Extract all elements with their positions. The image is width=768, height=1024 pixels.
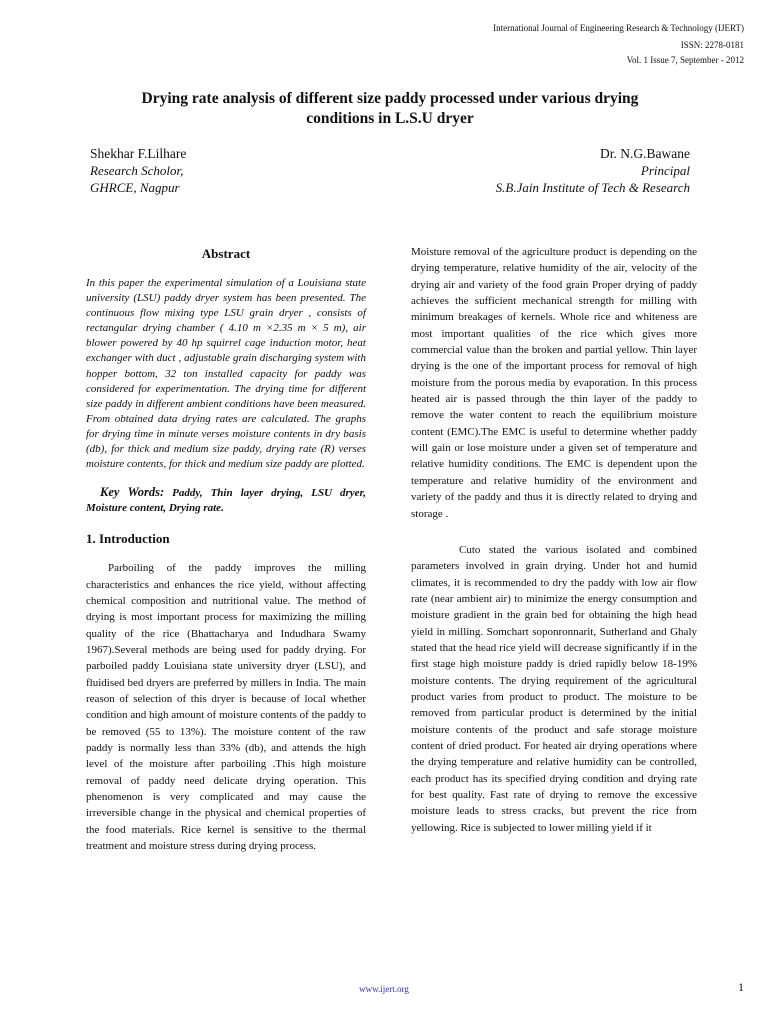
introduction-paragraph-3: Cuto stated the various isolated and combined parameters involved in grain drying. Under hot and humid climates, it is recommended to dry the paddy with low air flow rate (near ambient air) to minimize the energy consumption and moisture gradient in the grain bed for obtaining the high head yield in milling. Somchart soponronnarit, Sutherland and Ghaly stated that the head rice yield will decrease significantly if in the first stage high moisture paddy is dried rapidly below 18-19% moisture contents. The drying requirement of the agricultural product varies from product to product. The moisture to be removed from particular product is determined by the initial moisture contents of the product and safe storage moisture content of dried product. For heated air drying operations where the drying temperature and relative humidity can be controlled, each product has its specified drying condition and drying rate for best quality. Fast rate of drying to remove the excessive moisture leads to stress cracks, but prevent the rice from yellowing. Rice is subjected to lower milling yield if it bbox=[411, 543, 697, 834]
author-affiliation: GHRCE, Nagpur bbox=[90, 180, 180, 195]
abstract-text: In this paper the experimental simulation of a Louisiana state university (LSU) paddy dryer system has been presented. The continuous flow mixing type LSU grain dryer , consists of rectangular drying chamber ( 4.10 m ×2.35 m × 5 m), air blower powered by 40 hp squirrel cage induction motor, heat exchanger with duct , adjustable grain discharging system with hopper bottom, 32 ton installed capacity for paddy was considered for experimentation. The drying time for different size paddy in different ambient conditions have been measured. From obtained data drying rates are calculated. The graphs for drying time in minute verses moisture contents in dry basis (db), for thick and medium size paddy, drying rate (R) verses moisture contents, for thick and medium size paddy are plotted. bbox=[86, 277, 366, 471]
left-column bbox=[86, 244, 366, 854]
paper-title bbox=[60, 89, 720, 129]
page-number: 1 bbox=[738, 980, 744, 994]
author-name: Shekhar F.Lilhare bbox=[90, 146, 187, 161]
author-role: Research Scholor, bbox=[90, 163, 184, 178]
introduction-paragraph-2: Moisture removal of the agriculture product is depending on the drying temperature, relative humidity of the air, velocity of the drying air and variety of the food grain Proper drying of paddy achieves the sufficient mechanical strength for milling with minimum breakages of kernels. Whole rice and whiteness are most important qualities of the rice which gives more commercial value than the broken and partial yellow. Thin layer drying is the one of the important process for removal of high moisture from the porous media by evaporation. In this process heated air is passed through the thin layer of the paddy to remove the water content to reach the equilibrium moisture content (EMC).The EMC is useful to determine whether paddy will gain or lose moisture under a given set of temperature and relative humidity conditions. The EMC is dependent upon the temperature and relative humidity of the environment and variety of the paddy and thus it is directly related to drying and storage . bbox=[411, 246, 697, 520]
paper-title-line-1: Drying rate analysis of different size paddy processed under various drying bbox=[141, 90, 639, 107]
journal-name: International Journal of Engineering Research & Technology (IJERT) bbox=[493, 23, 744, 33]
introduction-paragraph-1: Parboiling of the paddy improves the milling characteristics and enhances the rice yield, without affecting chemical composition and nutritional value. The method of drying is most important process for maximizing the milling quality of the rice (Bhattacharya and Indudhara Swamy 1967).Several methods are being used for paddy drying. For parboiled paddy Louisiana state university dryer (LSU), and fluidised bed dryers are preferred by millers in India. The main reason of selection of this dryer is because of local whether condition and high amount of moisture contents of the paddy to be removed (55 to 13%). The moisture content of the raw paddy is normally less than 33% (db), and attends the high level of the moisture after parboiling .This high moisture removal of paddy need delicate drying operation. This phenomenon is very complicated and may cause the irreversible change in the physical and chemical properties of the food materials. Rice kernel is sensitive to the thermal treatment and moisture stress during drying process. bbox=[86, 562, 366, 853]
author-block-1 bbox=[90, 145, 186, 196]
abstract-heading: Abstract bbox=[201, 246, 251, 261]
author-role: Principal bbox=[640, 163, 690, 178]
author-affiliation: S.B.Jain Institute of Tech & Research bbox=[495, 180, 690, 195]
journal-issn: ISSN: 2278-0181 bbox=[680, 40, 744, 50]
footer-url[interactable]: www.ijert.org bbox=[359, 984, 409, 994]
author-block-2 bbox=[496, 145, 690, 196]
right-column bbox=[411, 244, 697, 836]
paper-title-line-2: conditions in L.S.U dryer bbox=[306, 110, 474, 127]
keywords-text: Paddy, Thin layer drying, LSU dryer, Moisture content, Drying rate. bbox=[86, 487, 366, 515]
journal-volume: Vol. 1 Issue 7, September - 2012 bbox=[626, 55, 744, 65]
keywords bbox=[86, 485, 366, 516]
keywords-label: Key Words: bbox=[100, 485, 165, 500]
author-name: Dr. N.G.Bawane bbox=[600, 146, 690, 161]
introduction-heading: 1. Introduction bbox=[86, 531, 170, 547]
